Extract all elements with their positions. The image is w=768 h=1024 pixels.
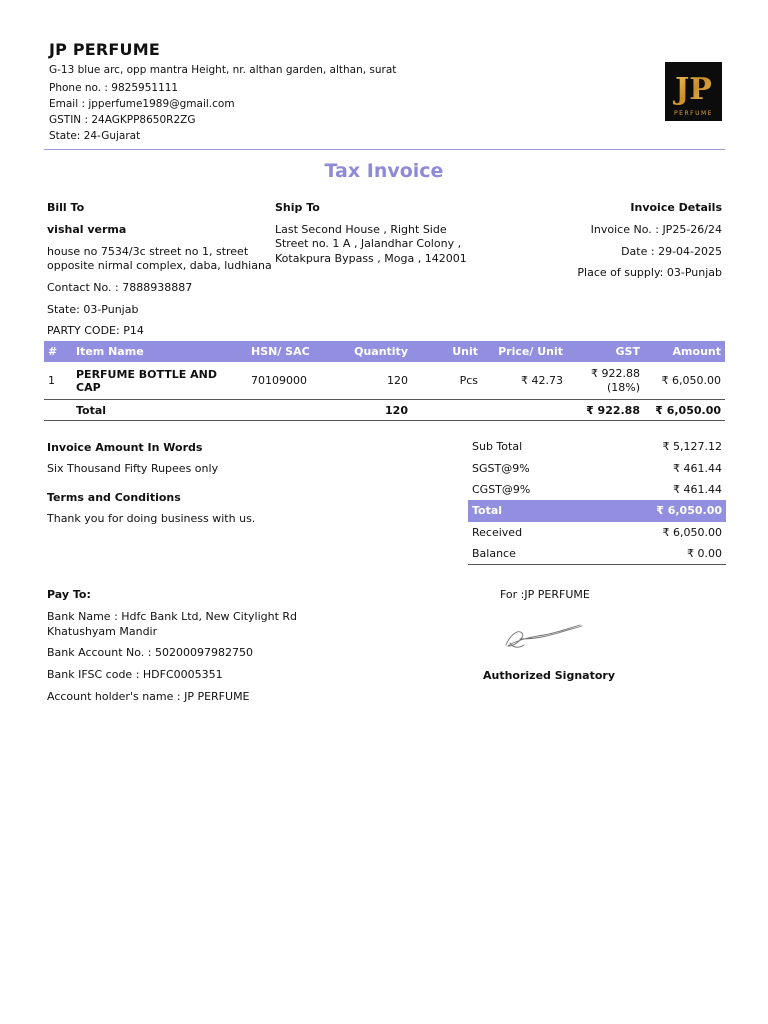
summary-label: Total [468,500,590,521]
total-amount: ₹ 6,050.00 [644,400,725,421]
bill-to-contact: Contact No. : 7888938887 [47,281,193,294]
table-total-row [44,400,725,421]
col-header-hsn: HSN/ SAC [251,345,310,358]
party-code: PARTY CODE: P14 [47,324,144,337]
amount-in-words-heading: Invoice Amount In Words [47,441,203,454]
bill-to-address-line1: house no 7534/3c street no 1, street [47,245,249,258]
row-gst-rate: (18%) [606,380,640,394]
company-email: Email : jpperfume1989@gmail.com [49,98,235,110]
col-header-price: Price/ Unit [498,345,563,358]
summary-label: Sub Total [472,440,523,454]
row-quantity: 120 [387,374,408,387]
company-phone: Phone no. : 9825951111 [49,82,179,94]
terms-text: Thank you for doing business with us. [47,512,256,525]
col-header-gst: GST [615,345,640,358]
account-holder: Account holder's name : JP PERFUME [47,690,250,703]
company-state: State: 24-Gujarat [49,130,141,142]
summary-table [468,436,726,565]
summary-value: ₹ 5,127.12 [662,440,722,454]
summary-value: ₹ 6,050.00 [662,525,722,539]
summary-row-sgst [468,457,726,478]
total-label: Total [72,400,247,421]
bill-to-state: State: 03-Punjab [47,303,139,316]
logo-caption: PERFUME [674,110,713,117]
items-table [44,341,725,421]
table-row [44,362,725,400]
signature-image [500,619,590,653]
summary-row-subtotal [468,436,726,457]
bill-to-address-line2: opposite nirmal complex, daba, ludhiana [47,259,272,272]
bank-account-no: Bank Account No. : 50200097982750 [47,646,253,659]
row-item-name: PERFUME BOTTLE AND CAP [76,367,217,394]
total-gst: ₹ 922.88 [567,400,644,421]
place-of-supply: Place of supply: 03-Punjab [577,266,722,279]
pay-to-heading: Pay To: [47,588,91,601]
summary-value: ₹ 461.44 [673,482,722,496]
summary-row-cgst [468,479,726,500]
for-company-label: For :JP PERFUME [500,588,590,601]
summary-label: CGST@9% [472,482,531,496]
ship-to-heading: Ship To [275,201,320,214]
summary-value: ₹ 0.00 [590,543,726,565]
bank-ifsc: Bank IFSC code : HDFC0005351 [47,668,223,681]
ship-to-line1: Last Second House , Right Side [275,223,447,236]
col-header-unit: Unit [452,345,478,358]
summary-row-received [468,522,726,543]
total-quantity: 120 [337,400,412,421]
logo-letters: JP [675,72,712,107]
invoice-title: Tax Invoice [324,160,444,182]
company-address: G-13 blue arc, opp mantra Height, nr. althan garden, althan, surat [49,64,397,76]
summary-row-balance [468,543,726,565]
row-amount: ₹ 6,050.00 [661,374,721,387]
bill-to-name: vishal verma [47,223,127,236]
row-gst-amount: ₹ 922.88 [591,366,640,380]
col-header-amount: Amount [672,345,721,358]
invoice-date: Date : 29-04-2025 [621,245,722,258]
items-header-row [44,341,725,362]
summary-label: Balance [468,543,590,565]
summary-value: ₹ 461.44 [673,461,722,475]
company-logo [665,62,722,121]
row-gst [567,362,644,400]
authorized-signatory: Authorized Signatory [483,669,615,682]
row-hsn: 70109000 [251,374,307,387]
bank-name-line2: Khatushyam Mandir [47,625,158,638]
row-unit: Pcs [459,374,478,387]
col-header-index: # [48,345,58,358]
amount-in-words-text: Six Thousand Fifty Rupees only [47,462,219,475]
invoice-number: Invoice No. : JP25-26/24 [590,223,722,236]
row-price: ₹ 42.73 [521,374,563,387]
row-index: 1 [48,374,55,387]
terms-heading: Terms and Conditions [47,491,181,504]
ship-to-line3: Kotakpura Bypass , Moga , 142001 [275,252,467,265]
summary-value: ₹ 6,050.00 [590,500,726,521]
header-divider [44,149,725,150]
bill-to-heading: Bill To [47,201,85,214]
summary-label: SGST@9% [472,461,530,475]
col-header-quantity: Quantity [354,345,408,358]
summary-row-total [468,500,726,521]
company-gstin: GSTIN : 24AGKPP8650R2ZG [49,114,196,126]
bank-name-line1: Bank Name : Hdfc Bank Ltd, New Citylight Rd [47,610,298,623]
summary-label: Received [472,525,523,539]
invoice-details-heading: Invoice Details [630,201,722,214]
col-header-item-name: Item Name [76,345,144,358]
ship-to-line2: Street no. 1 A , Jalandhar Colony , [275,237,462,250]
company-name: JP PERFUME [49,40,160,59]
